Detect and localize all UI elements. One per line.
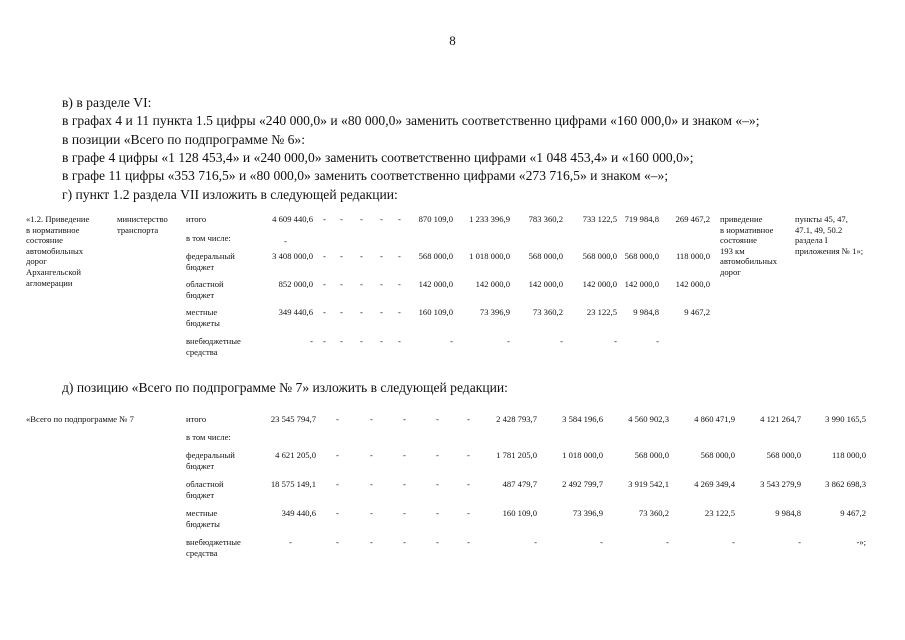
paragraph-line: в графе 11 цифры «353 716,5» и «80 000,0» заменить соответственно цифрами «273 716,5» и знаком «–»; [62, 168, 669, 184]
dash-cell: - [336, 414, 339, 424]
year-value-cell: 142 000,0 [475, 279, 510, 289]
year-value-cell: 9 467,2 [840, 508, 866, 518]
year-value-cell: - [450, 336, 453, 346]
dash-cell: - [403, 450, 406, 460]
dash-cell: - [323, 307, 326, 317]
dash-cell: - [403, 508, 406, 518]
funding-source-line: бюджет [186, 261, 215, 272]
result-line: в нормативное [720, 224, 774, 235]
dash-cell: - [380, 251, 383, 261]
reference-line: раздела I [795, 235, 828, 246]
year-value-cell: 1 018 000,0 [469, 251, 510, 261]
total-cell: 349 440,6 [281, 508, 316, 518]
funding-source-line: внебюджетные [186, 537, 241, 547]
funding-source-line: бюджет [186, 289, 215, 300]
reference-line: приложения № 1»; [795, 245, 864, 256]
dash-cell: - [398, 336, 401, 346]
dash-cell: - [467, 450, 470, 460]
year-value-cell: 142 000,0 [675, 279, 710, 289]
total-cell: 852 000,0 [278, 279, 313, 289]
year-value-cell: 1 018 000,0 [562, 450, 603, 460]
year-value-cell: 9 467,2 [684, 307, 710, 317]
executor-line: министерство [117, 214, 168, 224]
funding-source-line: в том числе: [186, 432, 231, 442]
dash-cell: - [323, 214, 326, 224]
dash-cell: - [403, 479, 406, 489]
dash-cell: - [370, 479, 373, 489]
year-value-cell: 4 269 349,4 [694, 479, 735, 489]
item-name-line: агломерации [26, 277, 73, 288]
year-value-cell: 118 000,0 [831, 450, 866, 460]
funding-source-line: местные [186, 508, 218, 518]
year-value-cell: 3 584 196,6 [562, 414, 603, 424]
dash-cell: - [380, 336, 383, 346]
paragraph-line: в позиции «Всего по подпрограмме № 6»: [62, 131, 306, 147]
funding-source-line: областной [186, 279, 224, 289]
dash-cell: - [360, 279, 363, 289]
result-line: автомобильных [720, 256, 778, 267]
year-value-cell: 73 360,2 [532, 307, 563, 317]
dash-cell: - [380, 307, 383, 317]
funding-source-line: местные [186, 307, 218, 317]
result-line: дорог [720, 267, 741, 277]
result-line: 193 км [720, 245, 745, 256]
heading-d: д) позицию «Всего по подпрограмме № 7» изложить в следующей редакции: [62, 380, 508, 395]
funding-source-line: итого [186, 414, 207, 424]
year-value-cell: 9 984,8 [633, 307, 659, 317]
year-value-cell: 73 360,2 [638, 508, 669, 518]
funding-source-line: федеральный [186, 251, 235, 261]
year-value-cell: 118 000,0 [675, 251, 710, 261]
year-value-cell: 487 479,7 [502, 479, 537, 489]
funding-source-line: внебюджетные [186, 336, 241, 346]
dash-cell: - [323, 336, 326, 346]
dash-cell: - [436, 414, 439, 424]
dash-cell: - [340, 214, 343, 224]
dash-cell: - [380, 279, 383, 289]
funding-source-line: бюджеты [186, 317, 220, 328]
year-value-cell: - [666, 537, 669, 547]
dash-cell: - [467, 537, 470, 547]
funding-source-line: в том числе: [186, 233, 231, 243]
year-value-cell: 73 396,9 [572, 508, 603, 518]
page-number: 8 [449, 33, 456, 48]
year-value-cell: - [560, 336, 563, 346]
dash-cell: - [370, 508, 373, 518]
dash-cell: - [380, 214, 383, 224]
dash-cell: - [436, 479, 439, 489]
dash-cell: - [360, 336, 363, 346]
dash-cell: - [467, 479, 470, 489]
dash-cell: - [360, 251, 363, 261]
year-value-cell: 23 122,5 [586, 307, 617, 317]
dash-cell: - [340, 307, 343, 317]
year-value-cell: - [507, 336, 510, 346]
paragraph-line: г) пункт 1.2 раздела VII изложить в следующей редакции: [62, 186, 398, 202]
dash-cell: - [398, 307, 401, 317]
year-value-cell: 160 109,0 [502, 508, 537, 518]
result-line: приведение [720, 214, 763, 224]
year-value-cell: 719 984,8 [624, 214, 659, 224]
year-value-cell: 568 000,0 [624, 251, 659, 261]
dash-cell: - [403, 414, 406, 424]
dash-cell: - [336, 508, 339, 518]
result-line: состояние [720, 235, 757, 246]
paragraph-line: в графе 4 цифры «1 128 453,4» и «240 000,0» заменить соответственно цифрами «1 048 453,4» и «160 000,0»; [62, 149, 694, 165]
year-value-cell: 73 396,9 [479, 307, 510, 317]
dash-cell: - [336, 479, 339, 489]
year-value-cell: 2 492 799,7 [562, 479, 603, 489]
funding-source-line: итого [186, 214, 207, 224]
year-value-cell: 568 000,0 [418, 251, 453, 261]
year-value-cell: -»; [856, 537, 866, 547]
total-cell: 349 440,6 [278, 307, 313, 317]
year-value-cell: - [600, 537, 603, 547]
year-value-cell: 3 543 279,9 [760, 479, 801, 489]
total-cell: - [284, 236, 287, 246]
dash-cell: - [336, 537, 339, 547]
total-cell: - [310, 336, 313, 346]
dash-cell: - [467, 414, 470, 424]
item-name-line: автомобильных [26, 245, 84, 256]
dash-cell: - [340, 279, 343, 289]
executor-line: транспорта [117, 224, 159, 235]
dash-cell: - [323, 251, 326, 261]
item-name-line: Архангельской [26, 267, 81, 277]
dash-cell: - [436, 537, 439, 547]
item-name-line: состояние [26, 235, 63, 246]
funding-source-line: средства [186, 346, 218, 357]
year-value-cell: - [798, 537, 801, 547]
paragraph-line: в графах 4 и 11 пункта 1.5 цифры «240 000,0» и «80 000,0» заменить соответственно цифрами «160 000,0» и знаком «–»; [62, 113, 760, 129]
total-cell: 23 545 794,7 [270, 414, 316, 424]
year-value-cell: 783 360,2 [528, 214, 563, 224]
year-value-cell: 1 781 205,0 [496, 450, 537, 460]
year-value-cell: 142 000,0 [528, 279, 563, 289]
dash-cell: - [323, 279, 326, 289]
year-value-cell: 4 560 902,3 [628, 414, 669, 424]
dash-cell: - [360, 307, 363, 317]
year-value-cell: 1 233 396,9 [469, 214, 510, 224]
year-value-cell: 568 000,0 [528, 251, 563, 261]
item-name-line: дорог [26, 256, 47, 267]
paragraph-line: в) в разделе VI: [62, 95, 152, 110]
year-value-cell: - [614, 336, 617, 346]
year-value-cell: 568 000,0 [700, 450, 735, 460]
total-cell: 18 575 149,1 [270, 479, 316, 489]
year-value-cell: 160 109,0 [418, 307, 453, 317]
year-value-cell: 2 428 793,7 [496, 414, 537, 424]
dash-cell: - [370, 414, 373, 424]
funding-source-line: федеральный [186, 450, 235, 460]
funding-source-line: средства [186, 547, 218, 558]
reference-line: пункты 45, 47, [795, 214, 848, 224]
funding-source-line: областной [186, 479, 224, 489]
year-value-cell: 733 122,5 [582, 214, 617, 224]
reference-line: 47.1, 49, 50.2 [795, 224, 843, 235]
year-value-cell: 9 984,8 [775, 508, 801, 518]
year-value-cell: 3 862 698,3 [825, 479, 866, 489]
year-value-cell: 870 109,0 [418, 214, 453, 224]
year-value-cell: - [534, 537, 537, 547]
funding-source-line: бюджеты [186, 518, 220, 529]
dash-cell: - [370, 537, 373, 547]
dash-cell: - [403, 537, 406, 547]
dash-cell: - [398, 251, 401, 261]
dash-cell: - [398, 279, 401, 289]
year-value-cell: 4 121 264,7 [760, 414, 801, 424]
year-value-cell: 142 000,0 [418, 279, 453, 289]
year-value-cell: 142 000,0 [624, 279, 659, 289]
year-value-cell: 3 919 542,1 [628, 479, 669, 489]
total-cell: 3 408 000,0 [272, 251, 313, 261]
year-value-cell: 23 122,5 [704, 508, 735, 518]
year-value-cell: - [656, 336, 659, 346]
funding-source-line: бюджет [186, 460, 215, 471]
total-cell: 4 609 440,6 [272, 214, 313, 224]
year-value-cell: 4 860 471,9 [694, 414, 735, 424]
dash-cell: - [436, 450, 439, 460]
item-name: «Всего по подпрограмме № 7 [26, 414, 134, 424]
dash-cell: - [340, 251, 343, 261]
dash-cell: - [467, 508, 470, 518]
year-value-cell: 568 000,0 [634, 450, 669, 460]
item-name-line: «1.2. Приведение [26, 214, 90, 224]
dash-cell: - [436, 508, 439, 518]
year-value-cell: 3 990 165,5 [825, 414, 866, 424]
year-value-cell: - [732, 537, 735, 547]
total-cell: 4 621 205,0 [275, 450, 316, 460]
total-cell: - [289, 537, 292, 547]
year-value-cell: 269 467,2 [675, 214, 710, 224]
year-value-cell: 568 000,0 [582, 251, 617, 261]
dash-cell: - [370, 450, 373, 460]
funding-source-line: бюджет [186, 489, 215, 500]
dash-cell: - [340, 336, 343, 346]
dash-cell: - [336, 450, 339, 460]
item-name-line: в нормативное [26, 224, 80, 235]
dash-cell: - [360, 214, 363, 224]
year-value-cell: 142 000,0 [582, 279, 617, 289]
dash-cell: - [398, 214, 401, 224]
year-value-cell: 568 000,0 [766, 450, 801, 460]
